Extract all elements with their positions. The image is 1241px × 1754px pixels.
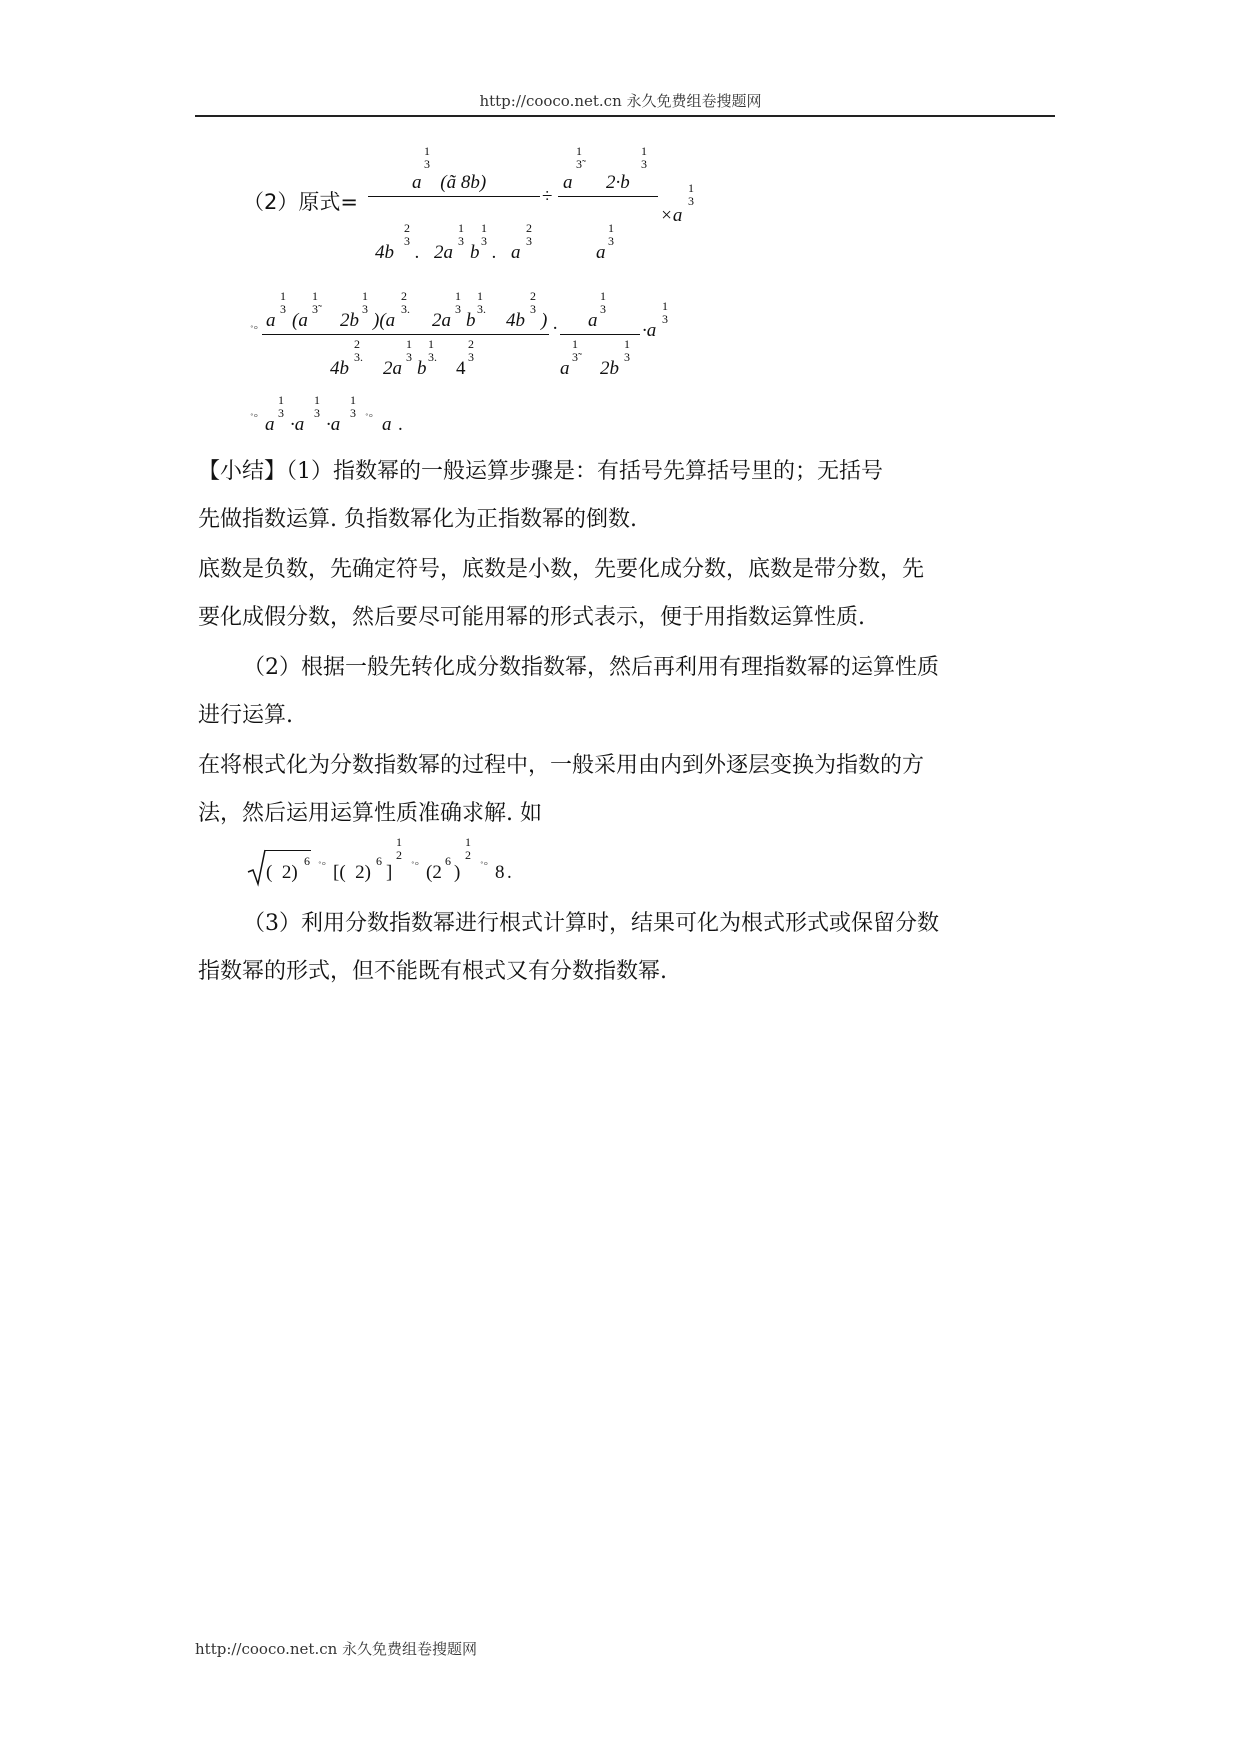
step2-d1-e3: 1 3. <box>428 337 437 364</box>
step2-n2-exp: 1 3 <box>600 289 606 316</box>
step2-d1-d: 4 <box>456 358 466 379</box>
step1-d1-a: 4b <box>375 242 394 263</box>
sqrt-body: ( 2) <box>266 862 298 883</box>
step2-tail: ·a <box>642 320 657 341</box>
sqrt-exp: 6 <box>304 854 310 868</box>
step2-frac1-bar <box>262 334 549 335</box>
page-footer: http://cooco.net.cn 永久免费组卷搜题网 <box>195 1640 478 1658</box>
equals-mark-2: ˚° <box>250 412 259 424</box>
example-mid1-exp: 6 <box>376 854 382 868</box>
step3-e2: 1 3 <box>314 393 320 420</box>
step2-d1-e4: 2 3 <box>468 337 474 364</box>
step2-d1-e1: 2 3. <box>354 337 363 364</box>
summary-p4-line2: 法，然后运用运算性质准确求解. 如 <box>198 801 542 826</box>
step1-d1-c: b <box>470 242 480 263</box>
step1-n1-rest: (ã 8b) <box>440 172 487 193</box>
header-divider <box>195 115 1055 117</box>
step2-n1-h: 4b <box>506 310 525 331</box>
example-mid2: (2 <box>426 862 442 883</box>
step1-n1-base: a <box>412 172 422 193</box>
summary-p3-line2: 进行运算. <box>198 703 293 728</box>
step1-d1-b-exp: 1 3 <box>458 221 464 248</box>
step3-a: a <box>265 414 275 435</box>
step2-n1-e4: 2 3. <box>401 289 410 316</box>
step2-n1-e6: 1 3. <box>477 289 486 316</box>
step1-n2-a-exp: 1 3˜ <box>576 144 586 171</box>
step2-d2-a: a <box>560 358 570 379</box>
sqrt-icon <box>246 848 266 888</box>
step1-frac1-bar <box>368 196 540 197</box>
example-mid2-half: 1 2 <box>465 835 471 862</box>
step2-d2-e1: 1 3˜ <box>572 337 582 364</box>
summary-p5-line1: （3）利用分数指数幂进行根式计算时，结果可化为根式形式或保留分数 <box>243 911 939 936</box>
example-mid1: [( 2) <box>333 862 371 883</box>
step2-n1-e2: 1 3˜ <box>312 289 322 316</box>
step2-d1-c: b <box>417 358 427 379</box>
example-result: 8 <box>495 862 505 883</box>
step2-d1-a: 4b <box>330 358 349 379</box>
step3-e3: 1 3 <box>350 393 356 420</box>
step2-d2-b: 2b <box>600 358 619 379</box>
summary-p5-line2: 指数幂的形式，但不能既有根式又有分数指数幂. <box>198 959 667 984</box>
step2-n1-b: (a <box>292 310 308 331</box>
step1-div: ÷ <box>542 186 553 207</box>
sqrt-bar <box>265 850 311 851</box>
summary-p2-line2: 要化成假分数，然后要尽可能用幂的形式表示，便于用指数运算性质. <box>198 605 865 630</box>
step3-end: . <box>398 414 403 435</box>
step2-dot: · <box>552 318 559 339</box>
summary-p3-line1: （2）根据一般先转化成分数指数幂，然后再利用有理指数幂的运算性质 <box>243 655 939 680</box>
example-mid1-half: 1 2 <box>396 835 402 862</box>
step1-n2-a: a <box>563 172 573 193</box>
step3-c: ·a <box>326 414 341 435</box>
step1-d2: a <box>596 242 606 263</box>
step1-times: ×a <box>660 205 683 226</box>
equals-mark-1: ˚° <box>250 324 259 336</box>
equals-mark-5: ˚° <box>411 860 420 872</box>
step2-tail-exp: 1 3 <box>662 299 668 326</box>
step1-d1-b: . 2a <box>415 242 453 263</box>
step2-n1-g: b <box>466 310 476 331</box>
step1-n2-b-exp: 1 3 <box>641 144 647 171</box>
step2-n1: a <box>266 310 276 331</box>
step2-n1-d: )(a <box>373 310 396 331</box>
step3-b: ·a <box>290 414 305 435</box>
equals-mark-4: ˚° <box>318 860 327 872</box>
step3-result: a <box>382 414 392 435</box>
step2-d2-e2: 1 3 <box>624 337 630 364</box>
step1-frac2-bar <box>558 196 658 197</box>
example-mid2-close: ) <box>454 862 461 883</box>
step1-d1-c-exp: 1 3 <box>481 221 487 248</box>
equals-mark-3: ˚° <box>365 412 374 424</box>
step2-n1-e1: 1 3 <box>280 289 286 316</box>
step2-n1-i: ) <box>541 310 548 331</box>
step1-d1-a-exp: 2 3 <box>404 221 410 248</box>
example-mid1-close: ] <box>386 862 393 883</box>
equals-mark-6: ˚° <box>480 860 489 872</box>
step1-n1-exp: 1 3 <box>424 144 430 171</box>
step2-n1-e7: 2 3 <box>530 289 536 316</box>
step1-d2-exp: 1 3 <box>608 221 614 248</box>
step1-d1-d-exp: 2 3 <box>526 221 532 248</box>
example-end: . <box>507 862 512 883</box>
step1-n2-b: 2·b <box>606 172 630 193</box>
step2-n1-c: 2b <box>340 310 359 331</box>
step1-label: （2）原式= <box>243 190 358 214</box>
step2-d1-b: 2a <box>383 358 402 379</box>
step1-times-exp: 1 3 <box>688 181 694 208</box>
step2-n1-f: 2a <box>432 310 451 331</box>
summary-p4-line1: 在将根式化为分数指数幂的过程中，一般采用由内到外逐层变换为指数的方 <box>198 753 925 778</box>
summary-p1-line2: 先做指数运算. 负指数幂化为正指数幂的倒数. <box>198 507 637 532</box>
step2-frac2-bar <box>560 334 640 335</box>
step1-d1-d: . a <box>492 242 521 263</box>
step2-d1-e2: 1 3 <box>406 337 412 364</box>
step3-e1: 1 3 <box>278 393 284 420</box>
summary-p2-line1: 底数是负数，先确定符号，底数是小数，先要化成分数，底数是带分数，先 <box>198 557 925 582</box>
summary-p1-line1: 【小结】（1）指数幂的一般运算步骤是：有括号先算括号里的；无括号 <box>198 459 883 484</box>
step2-n2: a <box>588 310 598 331</box>
page-header: http://cooco.net.cn 永久免费组卷搜题网 <box>479 92 762 110</box>
example-mid2-exp: 6 <box>445 854 451 868</box>
step2-n1-e3: 1 3 <box>362 289 368 316</box>
step2-n1-e5: 1 3 <box>455 289 461 316</box>
